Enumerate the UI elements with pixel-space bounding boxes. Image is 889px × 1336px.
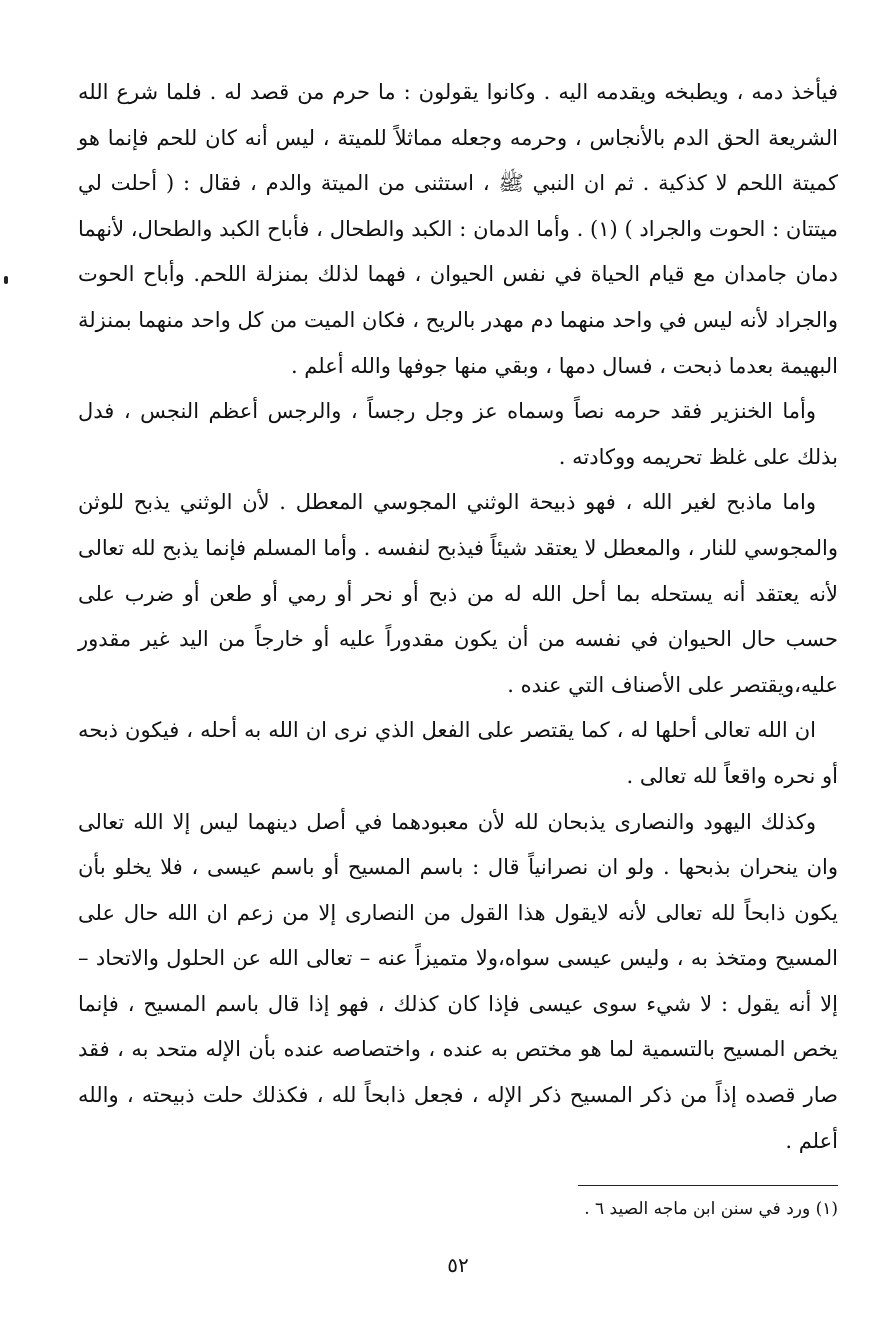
book-page — [78, 70, 838, 1310]
paragraph-3: واما ماذبح لغير الله ، فهو ذبيحة الوثني المجوسي المعطل . لأن الوثني يذبح للوثن والمجوسي للنار ، والمعطل لا يعتقد شيئاً فيذبح لنفسه . وأما المسلم فإنما يذبح لله تعالى لأنه يعتقد أنه يستحله بما أحل الله له من ذبح أو نحر أو رمي أو طعن أو ضرب على حسب حال الحيوان في نفسه من أن يكون مقدوراً عليه أو خارجاً من اليد غير مقدور عليه،ويقتصر على الأصناف التي عنده . — [78, 490, 838, 697]
paragraph-1: فيأخذ دمه ، ويطبخه ويقدمه اليه . وكانوا يقولون : ما حرم من قصد له . فلما شرع الله الشريعة الحق الدم بالأنجاس ، وحرمه وجعله مماثلاً للميتة ، ليس أنه كان للحم فإنما هو كميتة اللحم لا كذكية . ثم ان النبي ﷺ ، استثنى من الميتة والدم ، فقال : ( أحلت لي ميتتان : الحوت والجراد ) (١) . وأما الدمان : الكبد والطحال ، فأباح الكبد والطحال، لأنهما دمان جامدان مع قيام الحياة في نفس الحيوان ، فهما لذلك بمنزلة اللحم. وأباح الحوت والجراد لأنه ليس في واحد منهما دم مهدر بالريح ، فكان الميت من كل واحد منهما بمنزلة البهيمة بعدما ذبحت ، فسال دمها ، وبقي منها جوفها والله أعلم . — [78, 80, 839, 378]
scan-edge-mark — [4, 276, 8, 284]
footnote: (١) ورد في سنن ابن ماجه الصيد ٦ . — [584, 1199, 838, 1219]
paragraph-2: وأما الخنزير فقد حرمه نصاً وسماه عز وجل رجساً ، والرجس أعظم النجس ، فدل بذلك على غلظ تحريمه ووكادته . — [78, 399, 838, 469]
footnote-separator — [578, 1185, 838, 1186]
paragraph-4: ان الله تعالى أحلها له ، كما يقتصر على الفعل الذي نرى ان الله به أحله ، فيكون ذبحه أو نحره واقعاً لله تعالى . — [78, 718, 838, 788]
page-number: ٥٢ — [447, 1253, 469, 1277]
main-text — [78, 70, 838, 1164]
paragraph-5: وكذلك اليهود والنصارى يذبحان لله لأن معبودهما في أصل دينهما ليس إلا الله تعالى وان ينحران بذبحها . ولو ان نصرانياً قال : باسم المسيح أو باسم عيسى ، فلا يخلو بأن يكون ذابحاً لله تعالى لأنه لايقول هذا القول من النصارى إلا من زعم ان الله حال على المسيح ومتخذ به ، وليس عيسى سواه،ولا متميزاً عنه – تعالى الله عن الحلول والاتحاد – إلا أنه يقول : لا شيء سوى عيسى فإذا كان كذلك ، فهو إذا قال باسم المسيح ، فإنما يخص المسيح بالتسمية لما هو مختص به عنده ، واختصاصه عنده بأن الإله متحد به ، فقد صار قصده إذاً من ذكر المسيح ذكر الإله ، فجعل ذابحاً لله ، فكذلك حلت ذبيحته ، والله أعلم . — [78, 809, 838, 1153]
